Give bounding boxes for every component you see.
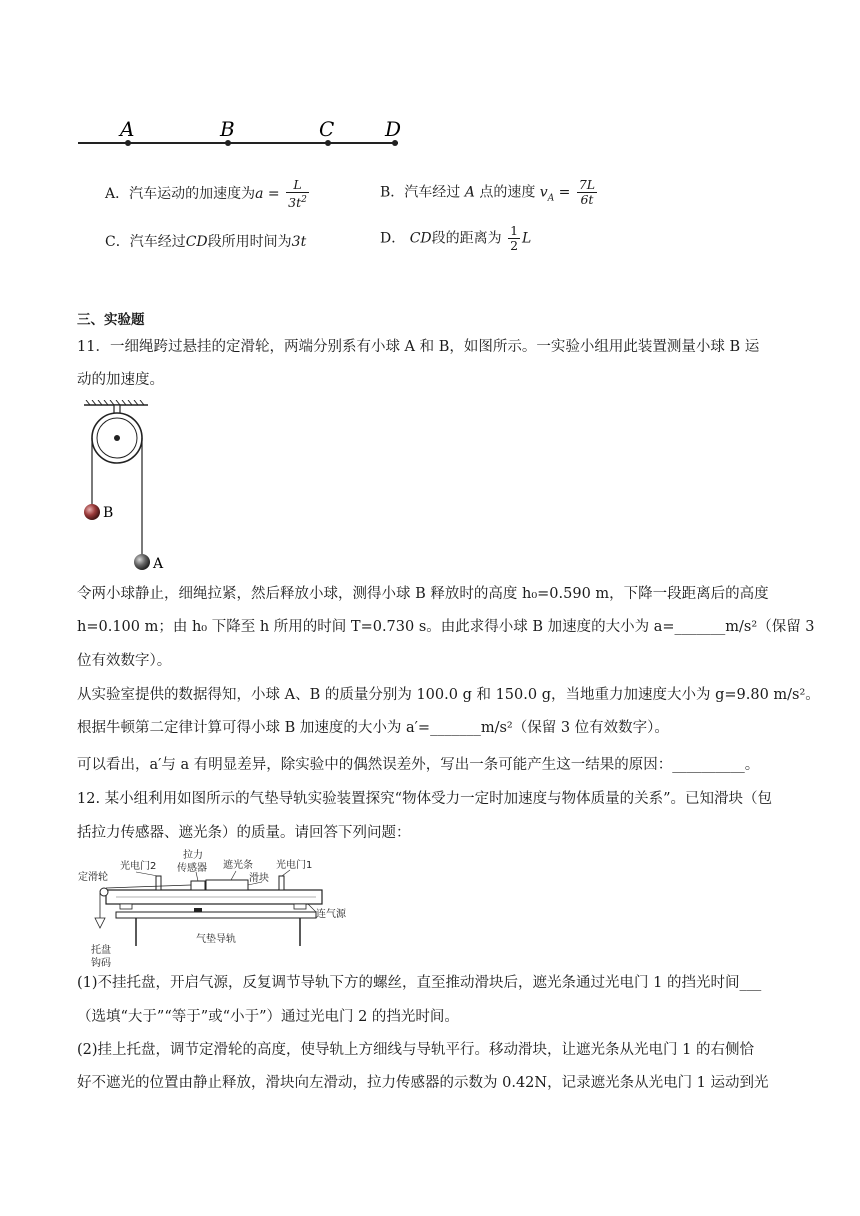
q11-para2-line-2: 根据牛顿第二定律计算可得小球 B 加速度的大小为 a′=_______m/s²（保留 3 位有效数字）。 [77,720,669,736]
ball-a-label: A [153,556,164,572]
option-c[interactable]: C．汽车经过CD段所用时间为3t [105,234,307,250]
sensor-label-1: 拉力 [183,850,203,861]
q11-para1-line-3: 位有效数字）。 [77,653,172,669]
track-label: 气垫导轨 [196,934,236,945]
tray-label-2: 钩码 [91,958,111,968]
pulley-label: 定滑轮 [78,872,108,883]
option-b[interactable]: B．汽车经过 A 点的速度 $v_A$ = $\frac{7L}{6t}$ [380,177,596,207]
q12-line-2: 括拉力传感器、遮光条）的质量。请回答下列问题： [77,825,411,841]
q12-line-1: 12. 某小组利用如图所示的气垫导轨实验装置探究“物体受力一定时加速度与物体质量的关系”。已知滑块（包 [77,791,772,807]
points-line-diagram [70,112,420,154]
option-d-fraction: $\frac{1}{2}$ [510,223,519,253]
q11-para2-line-1: 从实验室提供的数据得知，小球 A、B 的质量分别为 100.0 g 和 150.0 g，当地重力加速度大小为 g=9.80 m/s²。 [77,687,820,703]
point-a-label: A [120,117,135,141]
point-c-label: C [319,117,335,141]
q11-line-2: 动的加速度。 [77,372,164,388]
option-d[interactable]: D． CD段的距离为 $\frac{1}{2}$ L [380,223,532,253]
q11-line-1: 11．一细绳跨过悬挂的定滑轮，两端分别系有小球 A 和 B，如图所示。一实验小组用此装置测量小球 B 运 [77,339,760,355]
air-track-figure [76,846,362,968]
q12-part1-line-2: （选填“大于”“等于”或“小于”）通过光电门 2 的挡光时间。 [77,1009,459,1025]
q12-part2-line-2: 好不遮光的位置由静止释放，滑块向左滑动，拉力传感器的示数为 0.42N，记录遮光条从光电门 1 运动到光 [77,1075,769,1091]
q12-part1-line-1: (1)不挂托盘，开启气源，反复调节导轨下方的螺丝，直至推动滑块后，遮光条通过光电门 1 的挡光时间___ [77,975,762,991]
air-source-label: 连气源 [316,909,346,920]
point-d-label: D [385,117,402,141]
section-heading: 三、实验题 [77,312,145,328]
tray-label-1: 托盘 [91,945,111,956]
q11-para1-line-2: h=0.100 m；由 h₀ 下降至 h 所用的时间 T=0.730 s。由此求得小球 B 加速度的大小为 a=_______m/s²（保留 3 [77,619,815,635]
gate2-label: 光电门2 [120,861,157,872]
sensor-label-2: 传感器 [177,863,207,874]
q11-para3: 可以看出，a′与 a 有明显差异，除实验中的偶然误差外，写出一条可能产生这一结果的原因：__________。 [77,757,760,773]
ball-a [134,554,150,570]
q11-para1-line-1: 令两小球静止，细绳拉紧，然后释放小球，测得小球 B 释放时的高度 h₀=0.590 m，下降一段距离后的高度 [77,586,769,602]
option-a[interactable]: A．汽车运动的加速度为a = $\frac{L}{3t^2}$ [105,177,307,211]
slider-label: 滑块 [249,873,269,884]
option-a-fraction: $\frac{L}{3t^2}$ [288,177,307,211]
q12-part2-line-1: (2)挂上托盘，调节定滑轮的高度，使导轨上方细线与导轨平行。移动滑块，让遮光条从光电门 1 的右侧恰 [77,1042,754,1058]
option-b-fraction: $\frac{7L}{6t}$ [578,177,596,207]
shade-label: 遮光条 [223,860,253,871]
point-b-label: B [220,117,235,141]
pulley-figure [80,400,180,572]
ball-b [84,504,100,520]
gate1-label: 光电门1 [276,860,313,871]
ball-b-label: B [103,505,114,521]
